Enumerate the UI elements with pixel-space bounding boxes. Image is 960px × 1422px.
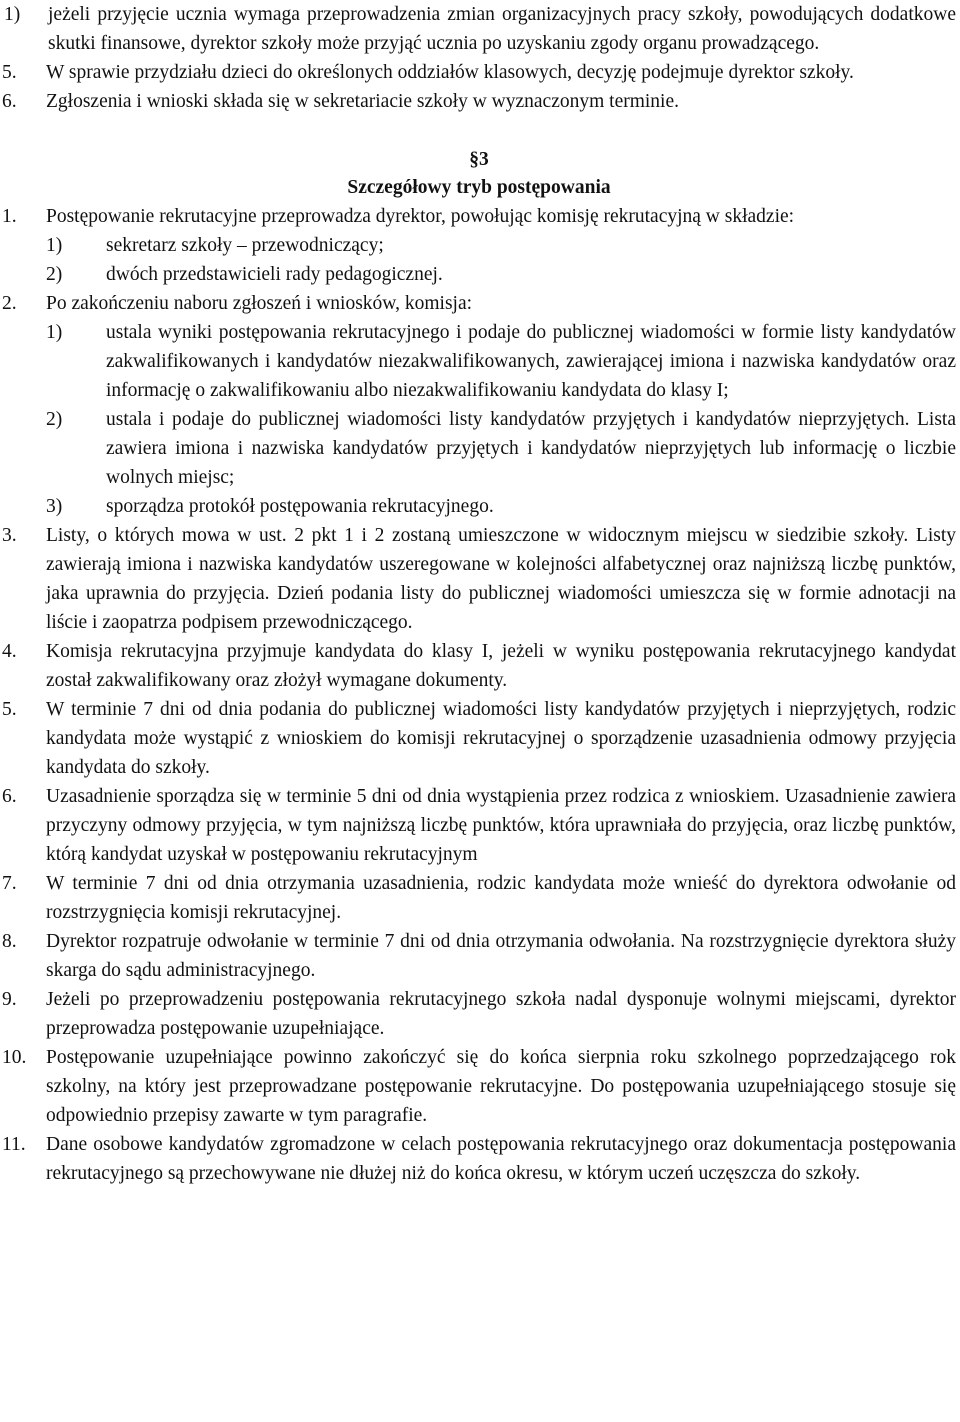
list-item (2, 1043, 956, 1130)
sub-item (46, 318, 956, 405)
list-item (2, 1130, 956, 1188)
item-number: 2. (2, 293, 17, 314)
subitem-text: jeżeli przyjęcie ucznia wymaga przeprowadzenia zmian organizacyjnych pracy szkoły, powodujących dodatkowe skutki finansowe, dyrektor szkoły może przyjąć ucznia po uzyskaniu zgody organu prowadzącego. (48, 4, 956, 54)
sub-item (46, 260, 956, 289)
item-text: Postępowanie uzupełniające powinno zakończyć się do końca sierpnia roku szkolnego poprzedzającego rok szkolny, na który jest przeprowadzane postępowanie rekrutacyjne. Do postępowania uzupełniającego stosuje się odpowiednio przepisy zawarte w tym paragrafie. (46, 1047, 956, 1126)
item-text: W sprawie przydziału dzieci do określonych oddziałów klasowych, decyzję podejmuje dyrektor szkoły. (46, 62, 854, 83)
subitem-number: 1) (4, 4, 21, 25)
list-item (2, 782, 956, 869)
subitem-number: 1) (46, 235, 63, 256)
list-item (2, 58, 956, 87)
list-item (2, 985, 956, 1043)
item-text: Listy, o których mowa w ust. 2 pkt 1 i 2 zostaną umieszczone w widocznym miejscu w siedzibie szkoły. Listy zawierają imiona i nazwiska kandydatów uszeregowane w kolejności alfabetycznej oraz najniższą liczbę punktów, jaka uprawnia do przyjęcia. Dzień podania listy do publicznej wiadomości umieszcza się w formie adnotacji na liście i zaopatrza podpisem przewodniczącego. (46, 525, 956, 633)
item-number: 3. (2, 525, 17, 546)
item-text: W terminie 7 dni od dnia otrzymania uzasadnienia, rodzic kandydata może wnieść do dyrektora odwołanie od rozstrzygnięcia komisji rekrutacyjnej. (46, 873, 956, 923)
subitem-text: dwóch przedstawicieli rady pedagogicznej. (106, 264, 443, 285)
list-item (2, 869, 956, 927)
subitem-text: sporządza protokół postępowania rekrutacyjnego. (106, 496, 494, 517)
item-text: Uzasadnienie sporządza się w terminie 5 dni od dnia wystąpienia przez rodzica z wnioskiem. Uzasadnienie zawiera przyczyny odmowy przyjęcia, w tym najniższą liczbę punktów, która uprawniała do przyjęcia, oraz liczbę punktów, którą kandydat uzyskał w postępowaniu rekrutacyjnym (46, 786, 956, 865)
list-item (2, 637, 956, 695)
item-number: 9. (2, 989, 17, 1010)
item-text: Zgłoszenia i wnioski składa się w sekretariacie szkoły w wyznaczonym terminie. (46, 91, 680, 112)
item-number: 5. (2, 62, 17, 83)
list-item (2, 521, 956, 637)
item-number: 6. (2, 786, 17, 807)
sub-item (46, 231, 956, 260)
section-title: Szczegółowy tryb postępowania (347, 177, 611, 198)
sub-item (46, 405, 956, 492)
item-number: 6. (2, 91, 17, 112)
item-number: 5. (2, 699, 17, 720)
item-number: 4. (2, 641, 17, 662)
section-sign: §3 (469, 149, 489, 170)
list-item (2, 289, 956, 318)
item-text: Po zakończeniu naboru zgłoszeń i wniosków, komisja: (46, 293, 473, 314)
item-number: 7. (2, 873, 17, 894)
item-text: Dyrektor rozpatruje odwołanie w terminie 7 dni od dnia otrzymania odwołania. Na rozstrzygnięcie dyrektora służy skarga do sądu administracyjnego. (46, 931, 956, 981)
subitem-number: 3) (46, 496, 63, 517)
item-text: Komisja rekrutacyjna przyjmuje kandydata do klasy I, jeżeli w wyniku postępowania rekrutacyjnego kandydat został zakwalifikowany oraz złożył wymagane dokumenty. (46, 641, 956, 691)
subitem-number: 2) (46, 409, 63, 430)
subitem-number: 1) (46, 322, 63, 343)
item-number: 8. (2, 931, 17, 952)
list-item (2, 927, 956, 985)
item-text: Dane osobowe kandydatów zgromadzone w celach postępowania rekrutacyjnego oraz dokumentacja postępowania rekrutacyjnego są przechowywane nie dłużej niż do końca okresu, w którym uczeń uczęszcza do szkoły. (46, 1134, 956, 1184)
item-text: Postępowanie rekrutacyjne przeprowadza dyrektor, powołując komisję rekrutacyjną w składzie: (46, 206, 795, 227)
subitem-text: ustala i podaje do publicznej wiadomości listy kandydatów przyjętych i kandydatów nieprzyjętych. Lista zawiera imiona i nazwiska kandydatów przyjętych i kandydatów nieprzyjętych lub informację o liczbie wolnych miejsc; (106, 409, 956, 488)
subitem-text: sekretarz szkoły – przewodniczący; (106, 235, 384, 256)
list-item (2, 695, 956, 782)
item-number: 11. (2, 1134, 26, 1155)
subitem-text: ustala wyniki postępowania rekrutacyjnego i podaje do publicznej wiadomości w formie listy kandydatów zakwalifikowanych i kandydatów niezakwalifikowanych, zawierającej imiona i nazwiska kandydatów oraz informację o zakwalifikowaniu albo niezakwalifikowaniu kandydata do klasy I; (106, 322, 956, 401)
list-item (2, 87, 956, 116)
continuation-subitem (2, 0, 956, 58)
item-text: W terminie 7 dni od dnia podania do publicznej wiadomości listy kandydatów przyjętych i nieprzyjętych, rodzic kandydata może wystąpić z wnioskiem do komisji rekrutacyjnej o sporządzenie uzasadnienia odmowy przyjęcia kandydata do szkoły. (46, 699, 956, 778)
item-text: Jeżeli po przeprowadzeniu postępowania rekrutacyjnego szkoła nadal dysponuje wolnymi miejscami, dyrektor przeprowadza postępowanie uzupełniające. (46, 989, 956, 1039)
list-item (2, 202, 956, 231)
item-number: 1. (2, 206, 17, 227)
subitem-number: 2) (46, 264, 63, 285)
sub-item (46, 492, 956, 521)
item-number: 10. (2, 1047, 27, 1068)
